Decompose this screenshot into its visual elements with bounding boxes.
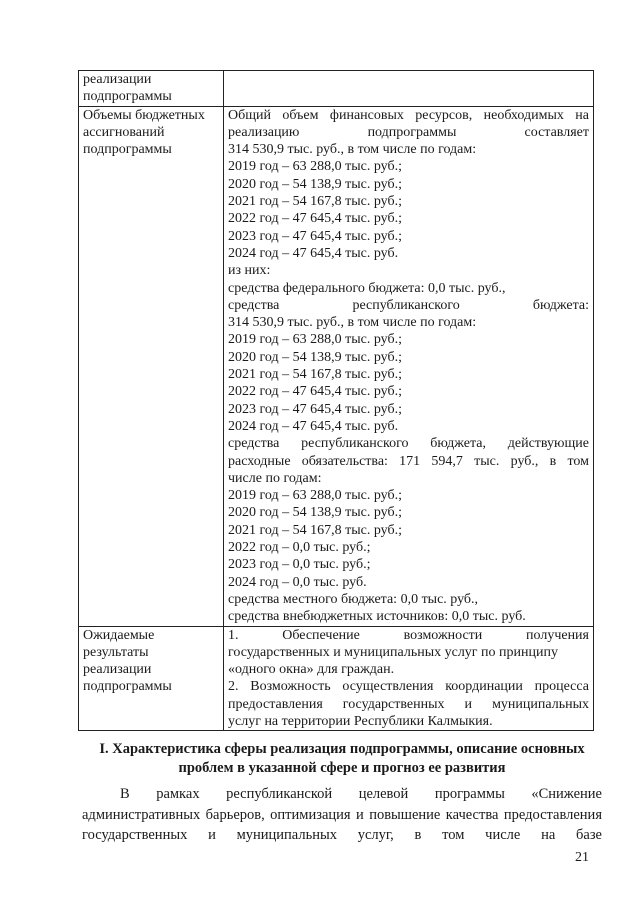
table-row — [79, 71, 594, 107]
section-paragraph: В рамках республиканской целевой программы «Снижение административных барьеров, оптимизация и повышение качества предоставления государственных и муниципальных услуг, в том числе на базе — [82, 786, 602, 843]
page-number: 21 — [575, 850, 589, 865]
row-label-budget: Объемы бюджетных ассигнований подпрограммы — [79, 106, 224, 626]
row-label-implementation: реализации подпрограммы — [79, 71, 224, 107]
row-value-results: 1. Обеспечение возможности получения государственных и муниципальных услуг по принципу «одного окна» для граждан. 2. Возможность осуществления координации процесса предоставления государственных и муниципальных услуг на территории Республики Калмыкия. — [224, 626, 594, 731]
subprogram-passport-table — [78, 70, 594, 731]
table-row — [79, 626, 594, 731]
row-value-budget: Общий объем финансовых ресурсов, необходимых на реализацию подпрограммы составляет 314 530,9 тыс. руб., в том числе по годам: 2019 год – 63 288,0 тыс. руб.; 2020 год – 54 138,9 тыс. руб.; 2021 год – 54 167,8 тыс. руб.; 2022 год – 47 645,4 тыс. руб.; 2023 год – 47 645,4 тыс. руб.; 2024 год – 47 645,4 тыс. руб. из них: средства федерального бюджета: 0,0 тыс. руб., средства республиканского бюджета: 314 530,9 тыс. руб., в том числе по годам: 2019 год – 63 288,0 тыс. руб.; 2020 год – 54 138,9 тыс. руб.; 2021 год – 54 167,8 тыс. руб.; 2022 год – 47 645,4 тыс. руб.; 2023 год – 47 645,4 тыс. руб.; 2024 год – 47 645,4 тыс. руб. средства республиканского бюджета, действующие расходные обязательства: 171 594,7 тыс. руб., в том числе по годам: 2019 год – 63 288,0 тыс. руб.; 2020 год – 54 138,9 тыс. руб.; 2021 год – 54 167,8 тыс. руб.; 2022 год – 0,0 тыс. руб.; 2023 год – 0,0 тыс. руб.; 2024 год – 0,0 тыс. руб. средства местного бюджета: 0,0 тыс. руб., средства внебюджетных источников: 0,0 тыс. руб. — [224, 106, 594, 626]
table-row — [79, 106, 594, 626]
row-label-results: Ожидаемые результаты реализации подпрограммы — [79, 626, 224, 731]
section-heading: I. Характеристика сферы реализация подпрограммы, описание основных проблем в указанной сфере и прогноз ее развития — [99, 741, 585, 776]
row-value-empty — [224, 71, 594, 107]
